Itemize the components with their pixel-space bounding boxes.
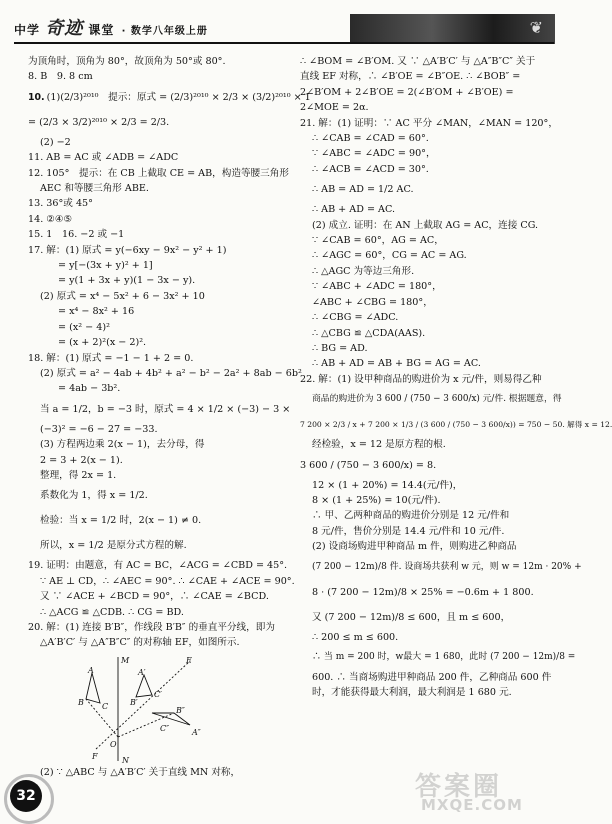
label-c-double-prime: C″ (160, 723, 170, 733)
page-header (0, 0, 563, 48)
answer-line: 直线 EF 对称，∴ ∠B′OE = ∠B″OE. ∴ ∠BOB″ = (300, 71, 521, 83)
answer-line: 13. 36°或 45° (28, 198, 93, 210)
answer-line: ∴ ∠CAB = ∠CAD = 60°. (312, 133, 429, 145)
symmetry-figure (78, 653, 258, 763)
answer-line: ∵ ∠CAB = 60°，AG = AC， (312, 235, 444, 247)
header-rule (14, 42, 554, 44)
answer-line: 14. ②④⑤ (28, 213, 73, 225)
answer-line: 时，才能获得最大利润，最大利润是 1 680 元. (312, 687, 512, 699)
answer-line: 8 × (1 + 25%) = 10(元/件). (312, 494, 441, 506)
answer-line: ∴ AB = AD = 1/2 AC. (312, 184, 414, 196)
label-b-double-prime: B″ (176, 705, 185, 715)
answer-line: ∴ △CBG ≌ △CDA(AAS). (312, 327, 426, 339)
answer-line: 2 = 3 + 2(x − 1). (40, 454, 123, 466)
answer-line: ∴ AB + AD = AB + BG = AG = AC. (312, 358, 481, 370)
answer-line: 整理，得 2x = 1. (40, 469, 117, 481)
answer-line: ∴ BG = AD. (312, 342, 368, 354)
answer-line: ∴ ∠CBG = ∠ADC. (312, 312, 399, 324)
dragon-decoration-icon: ❦ (529, 18, 543, 37)
label-o: O (110, 739, 117, 749)
answer-line: 12. 105° 提示：在 CB 上截取 CE = AB，构造等腰三角形 (28, 167, 289, 179)
answer-line: 8. B 9. 8 cm (28, 71, 93, 83)
answer-line: ∴ 200 ≤ m ≤ 600. (312, 631, 399, 643)
series-label: 中学 (14, 23, 41, 37)
answer-line: 为顶角时，顶角为 80°，故顶角为 50°或 80°. (28, 56, 226, 67)
right-column (300, 54, 612, 701)
book-subtitle: · 数学八年级上册 (121, 26, 208, 37)
page-number: 32 (10, 780, 42, 812)
answer-line: 11. AB = AC 或 ∠ADB = ∠ADC (28, 152, 179, 164)
answer-line: = (x + 2)²(x − 2)². (58, 337, 147, 349)
answer-line: = 4ab − 3b². (58, 383, 121, 395)
label-f: F (92, 751, 98, 761)
answer-line: 7 200 × 2/3 / x + 7 200 × 1/3 / (3 600 / (750 − 3 600/x)) = 750 − 50. 解得 x = 12. (300, 420, 612, 430)
label-a-double-prime: A″ (192, 727, 201, 737)
running-title (14, 14, 208, 40)
watermark-logo (405, 766, 555, 816)
answer-line: ∵ AE ⊥ CD，∴ ∠AEC = 90°. ∴ ∠CAE + ∠ACE = 90°. (40, 575, 295, 587)
label-b: B (78, 697, 84, 707)
answer-line: ∵ ∠ABC = ∠ADC = 90°， (312, 148, 436, 160)
answer-line: 2∠MOE = 2α. (300, 102, 369, 114)
answer-line: 经检验，x = 12 是原方程的根. (312, 439, 446, 451)
answer-line: ∠ABC + ∠CBG = 180°， (312, 296, 433, 308)
answer-line: 21. 解：(1) 证明：∵ AC 平分 ∠MAN，∠MAN = 120°， (300, 117, 558, 129)
label-a: A (88, 665, 94, 675)
answer-line: (−3)² = −6 − 27 = −33. (40, 423, 158, 435)
answer-line: 17. 解：(1) 原式 = y(−6xy − 9x² − y² + 1) (28, 244, 227, 256)
answer-line: 系数化为 1，得 x = 1/2. (40, 490, 148, 502)
answer-line: 8 元/件，售价分别是 14.4 元/件和 10 元/件. (312, 525, 505, 537)
answer-line: (2) −2 (40, 136, 71, 148)
answer-line: 商品的购进价为 3 600 / (750 − 3 600/x) 元/件. 根据题意，得 (312, 394, 562, 405)
answer-line: (2) 原式 = x⁴ − 5x² + 6 − 3x² + 10 (40, 290, 205, 302)
watermark-text: 答案圈 (415, 772, 503, 802)
answer-line: (2) 原式 = a² − 4ab + 4b² + a² − b² − 2a² + 8ab − 6b² (40, 367, 302, 379)
answer-line: 又 (7 200 − 12m)/8 ≤ 600，且 m ≤ 600， (312, 611, 511, 623)
answer-line: ∴ 当 m = 200 时，w最大 = 1 680，此时 (7 200 − 12m)/8 = (312, 651, 576, 662)
answer-line: (2) 成立. 证明：在 AN 上截取 AG = AC，连接 CG. (312, 219, 539, 231)
answer-line: 又 ∵ ∠ACE + ∠BCD = 90°，∴ ∠CAE = ∠BCD. (40, 591, 269, 603)
answer-line: 18. 解：(1) 原式 = −1 − 1 + 2 = 0. (28, 352, 194, 364)
answer-line: 检验：当 x = 1/2 时，2(x − 1) ≠ 0. (40, 515, 202, 527)
left-column (28, 54, 311, 780)
label-a-prime: A′ (138, 667, 146, 677)
answer-line: = (x² − 4)² (58, 321, 110, 333)
answer-line: 15. 1 16. −2 或 −1 (28, 229, 125, 241)
answer-line: 当 a = 1/2，b = −3 时，原式 = 4 × 1/2 × (−3) − 3 × (40, 403, 291, 415)
label-e: E (186, 655, 192, 665)
brand-logo: 奇迹 (45, 18, 84, 39)
answer-line: = (2/3 × 3/2)²⁰¹⁰ × 2/3 = 2/3. (28, 116, 170, 128)
answer-line: 8 · (7 200 − 12m)/8 × 25% = −0.6m + 1 800. (312, 586, 534, 598)
label-c: C (102, 701, 109, 711)
label-c-prime: C′ (154, 689, 162, 699)
answer-line: = y[−(3x + y)² + 1] (58, 260, 153, 272)
answer-line: ∴ ∠ACB = ∠ACD = 30°. (312, 163, 429, 175)
answer-line: 所以，x = 1/2 是原分式方程的解. (40, 540, 187, 552)
label-m: M (121, 655, 130, 665)
answer-line: △A′B′C′ 与 △A″B″C″ 的对称轴 EF，如图所示. (40, 637, 240, 649)
answer-line: ∵ ∠ABC + ∠ADC = 180°， (312, 281, 442, 293)
answer-line: = y(1 + 3x + y)(1 − 3x − y). (58, 275, 196, 287)
answer-line: ∴ ∠BOM = ∠B′OM. 又 ∵ △A′B′C′ 与 △A″B″C″ 关于 (300, 56, 536, 67)
brand-suffix: 课堂 (88, 23, 115, 37)
header-banner (350, 14, 555, 44)
answer-line: (2) 设商场购进甲种商品 m 件，则购进乙种商品 (312, 541, 517, 553)
answer-line: 19. 证明：由题意，有 AC = BC，∠ACG = ∠CBD = 45°. (28, 560, 288, 572)
answer-line: 3 600 / (750 − 3 600/x) = 8. (300, 459, 437, 471)
answer-line: 12 × (1 + 20%) = 14.4(元/件)， (312, 479, 463, 491)
answer-line: ∴ AB + AD = AC. (312, 204, 396, 216)
label-b-prime: B′ (130, 697, 138, 707)
answer-line: 600. ∴ 当商场购进甲种商品 200 件，乙种商品 600 件 (312, 671, 552, 683)
answer-line: (2) ∵ △ABC 与 △A′B′C′ 关于直线 MN 对称， (40, 766, 241, 778)
answer-line: ∴ 甲、乙两种商品的购进价分别是 12 元/件和 (312, 510, 510, 522)
answer-line: 20. 解：(1) 连接 B′B″，作线段 B′B″ 的垂直平分线，即为 (28, 621, 275, 633)
answer-line: ∴ △ACG ≌ △CDB. ∴ CG = BD. (40, 606, 184, 618)
answer-line: ∴ △AGC 为等边三角形. (312, 265, 415, 277)
answer-line: 22. 解：(1) 设甲种商品的购进价为 x 元/件，则易得乙种 (300, 373, 542, 385)
answer-line: (7 200 − 12m)/8 件. 设商场共获利 w 元，则 w = 12m · 20% + (312, 561, 582, 572)
question-number: 10. (28, 91, 45, 103)
answer-line: ∴ ∠AGC = 60°，CG = AC = AG. (312, 250, 467, 262)
answer-text: (1)(2/3)²⁰¹⁰ 提示：原式 = (2/3)²⁰¹⁰ × 2/3 × (3/2)²⁰¹⁰ × 1 (46, 91, 311, 103)
answer-line: AEC 和等腰三角形 ABE. (40, 183, 149, 195)
answer-line: = x⁴ − 8x² + 16 (58, 306, 135, 318)
answer-line (28, 85, 311, 110)
answer-line: (3) 方程两边乘 2(x − 1)，去分母，得 (40, 439, 205, 451)
answer-line: 2∠B′OM + 2∠B′OE = 2(∠B′OM + ∠B′OE) = (300, 86, 514, 98)
watermark-url: MXQE.COM (421, 796, 523, 814)
label-n: N (122, 755, 129, 765)
